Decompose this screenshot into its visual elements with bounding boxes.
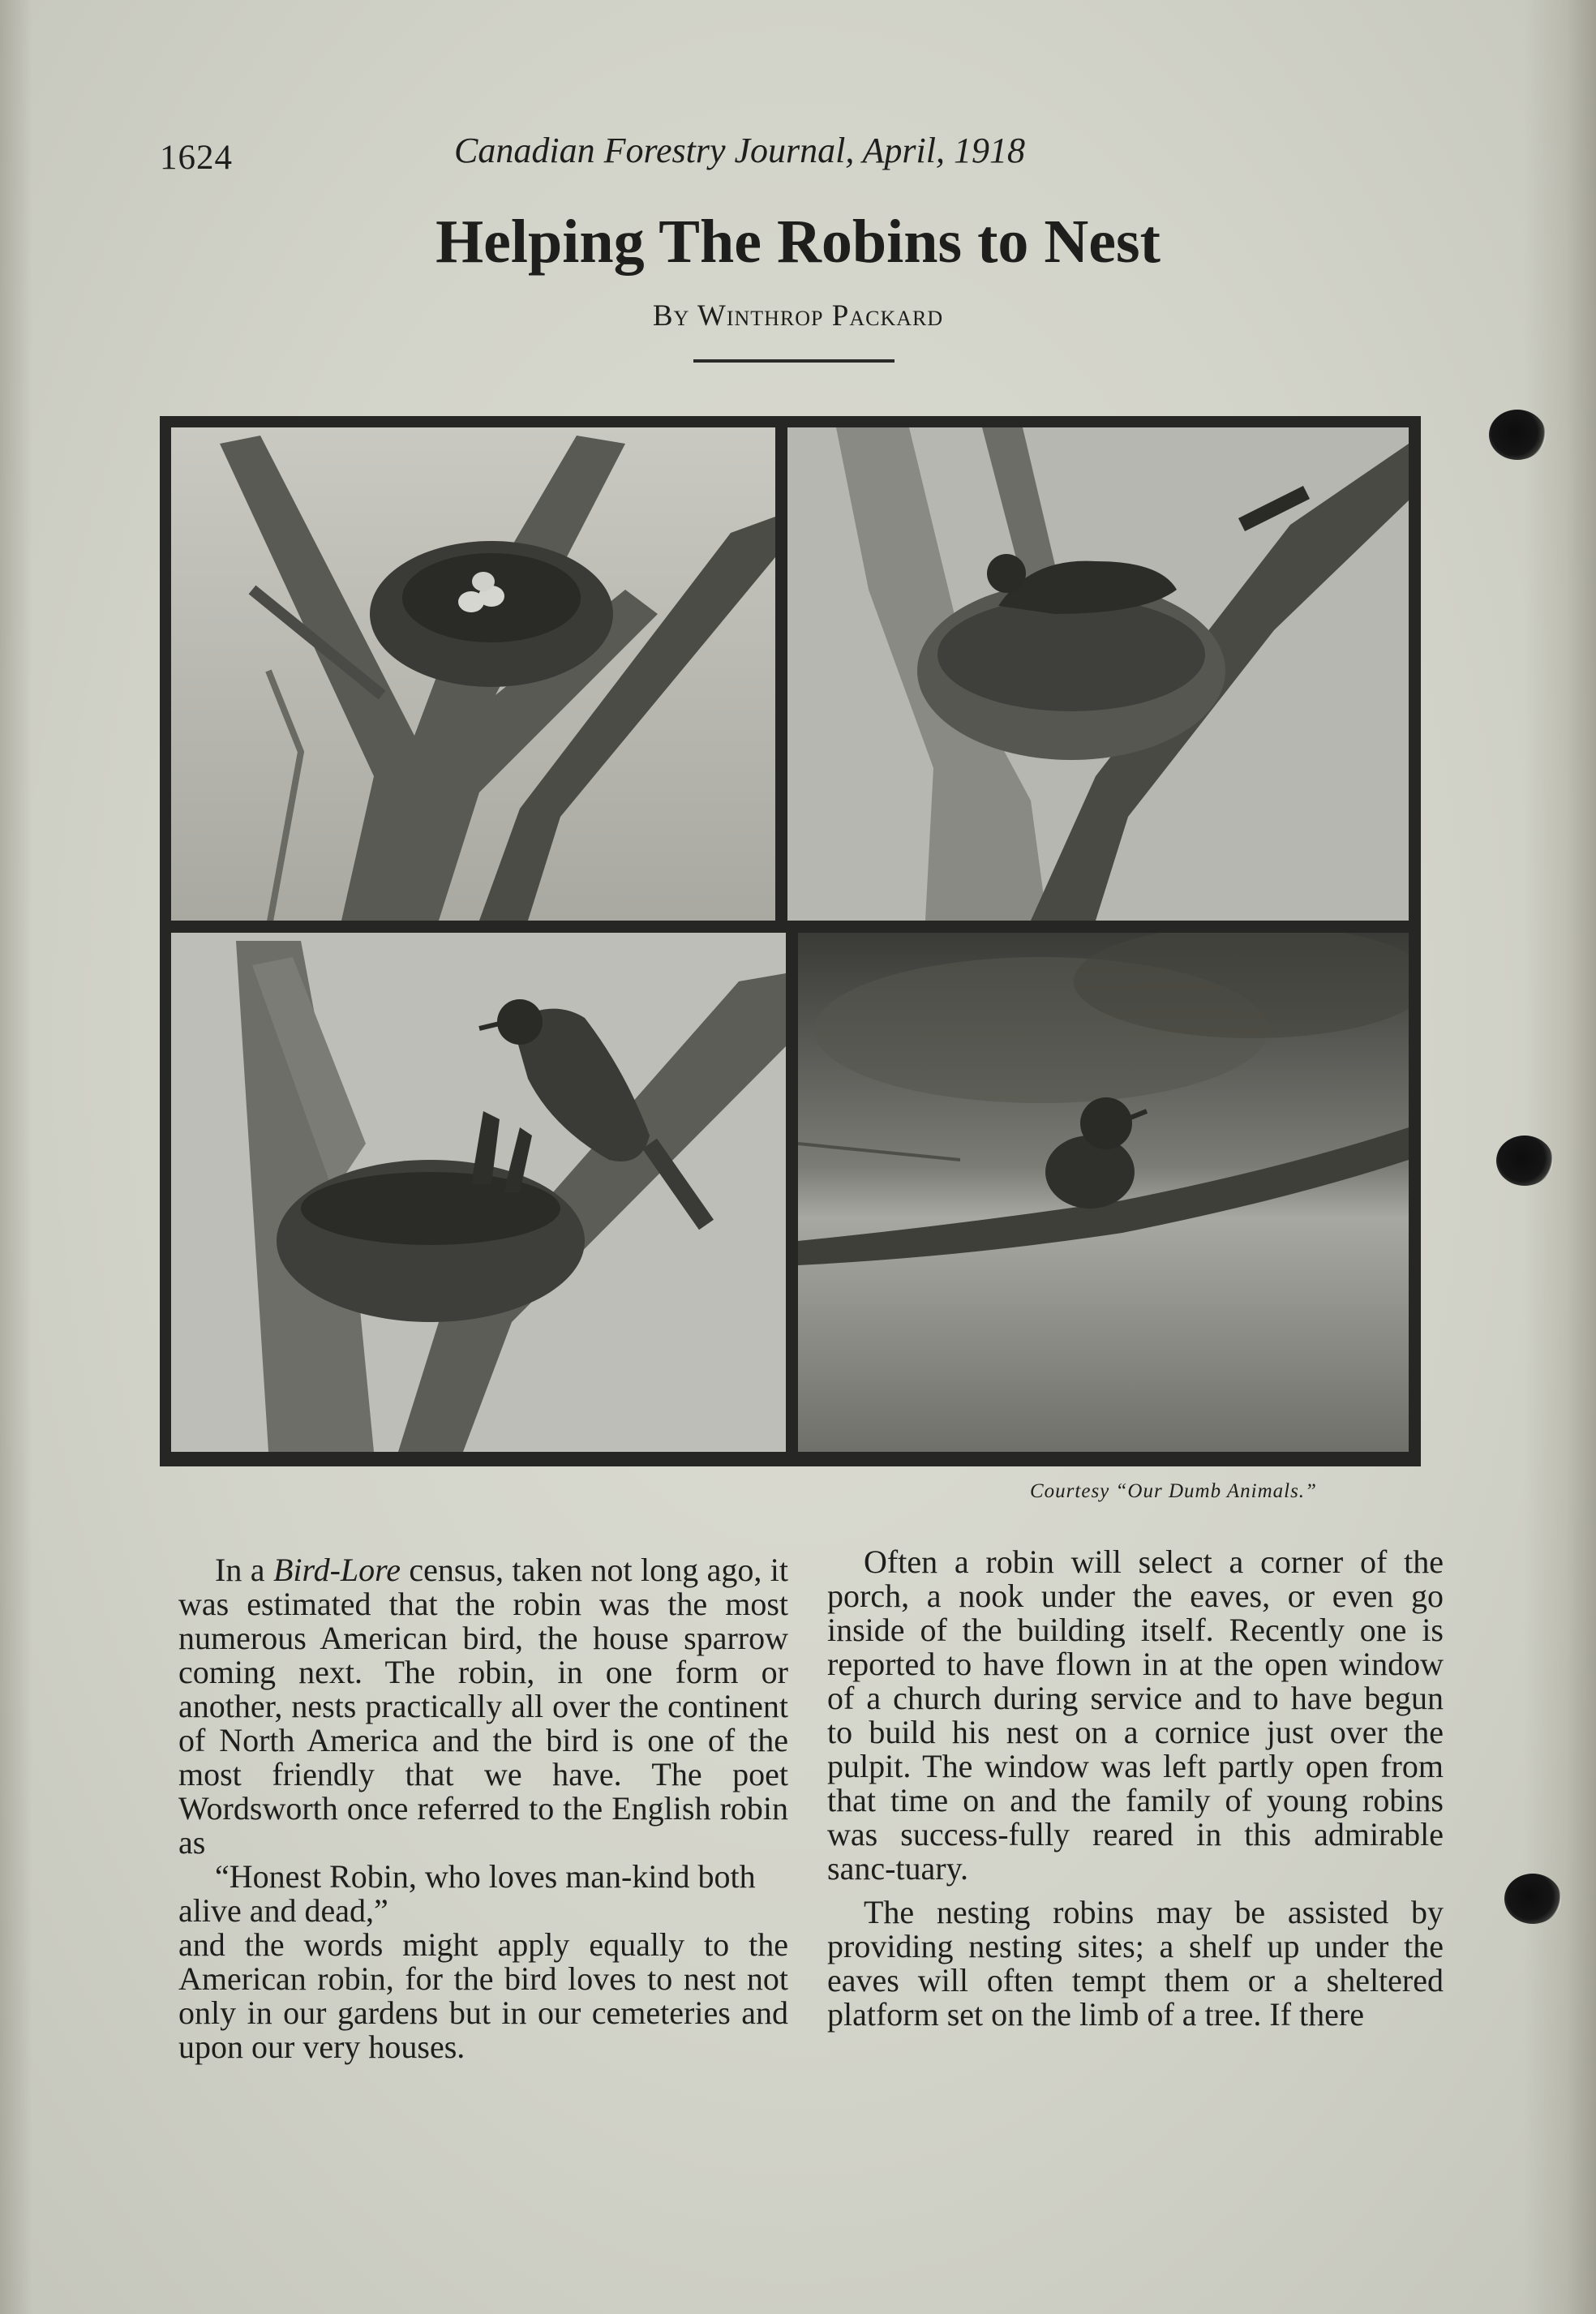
robin-sitting-on-nest-photo (787, 427, 1409, 921)
page-number: 1624 (160, 139, 233, 177)
binder-hole-middle (1496, 1136, 1553, 1186)
left-column (178, 1553, 788, 2064)
article-title: Helping The Robins to Nest (435, 208, 1161, 276)
paragraph: Often a robin will select a corner of the porch, a nook under the eaves, or even go inside of the building itself. Recently one is reported to have flown in at the open window of a church during service and to have begun to build his nest on a cornice just over the pulpit. The window was left partly open from that time on and the family of young robins was success-fully reared in this admirable sanc-tuary. (827, 1543, 1444, 1887)
quotation: “Honest Robin, who loves man-kind both alive and dead,” (178, 1858, 756, 1929)
photo-credit: Courtesy “Our Dumb Animals.” (1030, 1480, 1317, 1502)
robin-feeding-young-photo (171, 933, 786, 1452)
page-edge-shadow-left (0, 0, 32, 2314)
title-rule (693, 359, 895, 363)
running-header: Canadian Forestry Journal, April, 1918 (454, 131, 1025, 170)
right-column (827, 1545, 1444, 2032)
paragraph: The nesting robins may be assisted by providing nesting sites; a shelf up under the eaves will often tempt them or a sheltered platform set on the limb of a tree. If there (827, 1894, 1444, 2033)
binder-hole-bottom (1504, 1874, 1561, 1924)
young-robin-on-branch-photo (798, 933, 1409, 1452)
binder-hole-top (1489, 410, 1546, 460)
photo-grid (160, 416, 1421, 1466)
nest-with-eggs-photo (171, 427, 775, 921)
paragraph: In a Bird-Lore census, taken not long ago, it was estimated that the robin was the most numerous American bird, the house sparrow coming next. The robin, in one form or another, nests practically all over the continent of North America and the bird is one of the most friendly that we have. The poet Wordsworth once referred to the English robin as (178, 1552, 789, 1861)
paragraph: and the words might apply equally to the American robin, for the bird loves to nest not only in our gardens but in our cemeteries and upon our very houses. (178, 1926, 788, 2065)
article-byline: By Winthrop Packard (652, 299, 944, 333)
